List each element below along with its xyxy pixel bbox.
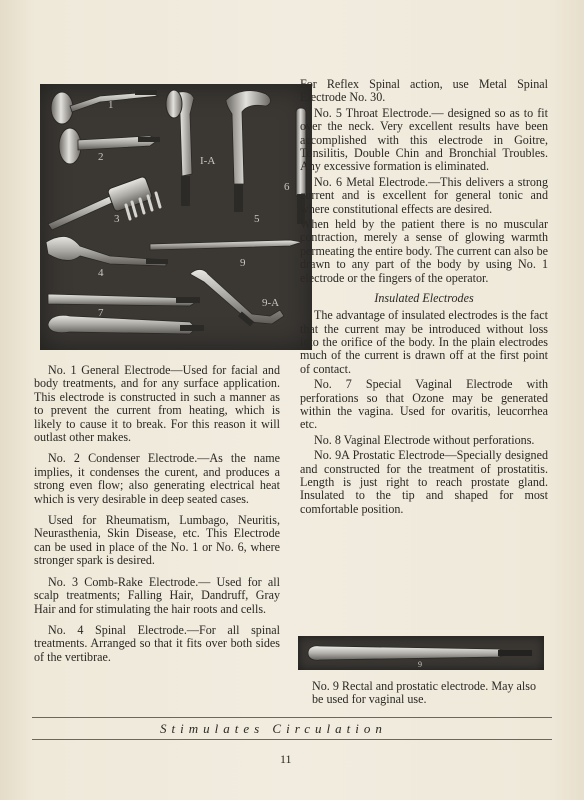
footer-rule-bottom bbox=[32, 739, 552, 740]
right-column bbox=[300, 78, 548, 524]
label-1a: I-A bbox=[200, 155, 216, 167]
label-2: 2 bbox=[98, 151, 104, 163]
page-number: 11 bbox=[280, 752, 292, 766]
electrodes-illustration bbox=[40, 84, 312, 350]
vaginal-8-text: No. 8 Vaginal Electrode without perforations. bbox=[314, 432, 535, 447]
insulated-advantage-text: The advantage of insulated electrodes is the fact that the current may be introduced without loss into the orifice of the body. In the plain electrodes much of the current is drawn off at the first point of contact. bbox=[300, 308, 548, 376]
condenser-uses-text: Used for Rheumatism, Lumbago, Neuritis, Neurasthenia, Skin Disease, etc. This Electrode can be used in place of the No. 1 or No. 6, where stronger spark is desired. bbox=[34, 513, 280, 568]
electrode-1a bbox=[166, 90, 194, 206]
reflex-spinal-text: For Reflex Spinal action, use Metal Spinal Electrode No. 30. bbox=[300, 77, 548, 105]
insulated-heading: Insulated Electrodes bbox=[374, 291, 474, 306]
electrode-3 bbox=[48, 176, 160, 230]
electrode-5 bbox=[226, 91, 271, 212]
condenser-electrode-text: No. 2 Condenser Electrode.—As the name implies, it condenses the curent, and produces a strong even flow; also generating electrical heat which is very desirable in deep seated cases. bbox=[34, 451, 280, 506]
rectal-electrode-illustration bbox=[298, 636, 544, 670]
metal-electrode-text: No. 6 Metal Electrode.—This delivers a strong current and is excellent for general tonic and where constitutional effects are desired. bbox=[300, 174, 548, 216]
electrode-9 bbox=[150, 240, 302, 250]
electrode-8 bbox=[48, 315, 204, 334]
label-7: 7 bbox=[98, 307, 104, 319]
spinal-electrode-text: No. 4 Spinal Electrode.—For all spinal treatments. Arranged so that it fits over both sides of the vertibrae. bbox=[34, 622, 280, 664]
footer-rule-top bbox=[32, 717, 552, 718]
vaginal-7-text: No. 7 Special Vaginal Electrode with perforations so that Ozone may be generated within the vagina. Used for ovaritis, leucorrhea etc. bbox=[300, 377, 548, 432]
footer-slogan: Stimulates Circulation bbox=[160, 721, 387, 736]
label-5: 5 bbox=[254, 213, 260, 225]
label-9a: 9-A bbox=[262, 297, 280, 309]
general-electrode-text: No. 1 General Electrode—Used for facial and body treatments, and for any surface application. This electrode is constructed in such a manner as to prevent the current from heating, which is likely to cause it to break. For this reason it will outlast other makes. bbox=[34, 363, 280, 445]
label-9: 9 bbox=[240, 257, 246, 269]
prostatic-9a-text: No. 9A Prostatic Electrode—Specially designed and constructed for the treatment of prostatitis. Length is just right to reach prostate gland. Insulated to the tip and shaped for most comfortable position. bbox=[300, 448, 548, 516]
electrode-1 bbox=[51, 90, 158, 124]
rod-label: 9 bbox=[418, 660, 422, 669]
label-6: 6 bbox=[284, 181, 290, 193]
electrode-4 bbox=[46, 236, 168, 266]
electrodes-photo bbox=[40, 84, 312, 350]
throat-electrode-text: No. 5 Throat Electrode.— designed so as to fit over the neck. Very excellent results have been accomplished with this electrode in Goitre, Tonsilitis, Double Chin and Bronchial Troubles. Any excessive formation is eliminated. bbox=[300, 105, 548, 174]
electrode-7 bbox=[48, 294, 200, 306]
rectal-electrode-caption: No. 9 Rectal and prostatic electrode. May also be used for vaginal use. bbox=[312, 679, 536, 707]
label-1: 1 bbox=[108, 99, 114, 111]
patient-held-text: When held by the patient there is no muscular contraction, merely a sense of glowing warmth permeating the entire body. The current can also be drawn to any part of the body by using No. 1 electrode or the fingers of the operator. bbox=[300, 217, 548, 285]
label-4: 4 bbox=[98, 267, 104, 279]
comb-rake-text: No. 3 Comb-Rake Electrode.— Used for all scalp treatments; Falling Hair, Dandruff, Gray Hair and for stimulating the hair roots and cells. bbox=[34, 574, 280, 616]
left-column bbox=[34, 364, 280, 672]
electrode-2 bbox=[59, 128, 160, 164]
rectal-electrode-photo bbox=[298, 636, 544, 670]
label-3: 3 bbox=[114, 213, 120, 225]
